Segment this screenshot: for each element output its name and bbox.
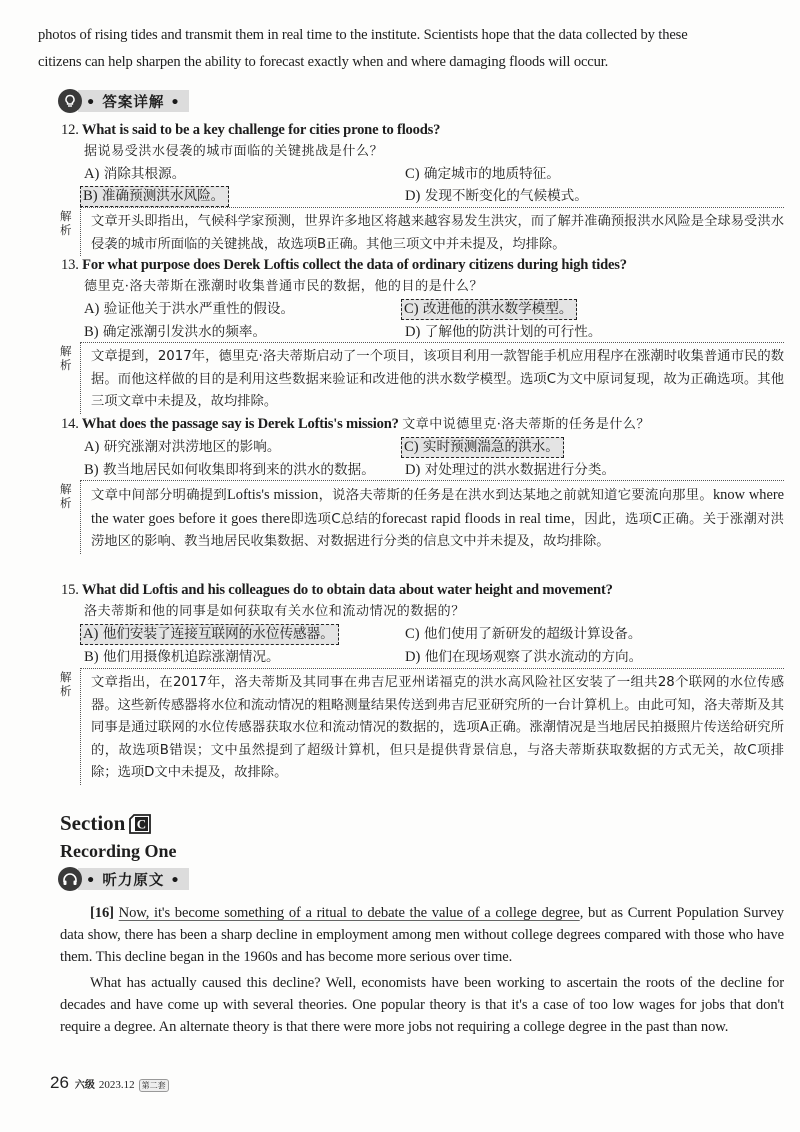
question-12: 12. What is said to be a key challenge for cities prone to floods? [61,122,441,138]
svg-text:C: C [137,816,147,832]
q15-option-a-correct: A) 他们安装了连接互联网的水位传感器。 [80,624,339,645]
set-badge: 第二套 [139,1079,169,1092]
analysis-tag: 解析 [60,482,72,510]
q14-analysis-text: 文章中间部分明确提到Loftis's mission，说洛夫蒂斯的任务是在洪水到达某地之前就知道它要流向那里。know where the water goes before it goes there即选项C总结的forecast rapid floods in real time，因此，选项C正确。关于涨潮对洪涝地区的影响、教当地居民收集数据、对数据进行分类的信息文中并未提及，故均排除。 [80,480,784,554]
q13-option-b: B) 确定涨潮引发洪水的频率。 [84,324,267,340]
question-15: 15. What did Loftis and his colleagues do to obtain data about water height and movement? [61,582,613,598]
q13-option-c-correct: C) 改进他的洪水数学模型。 [401,299,577,320]
transcript-paragraph-1: [16] Now, it's become something of a ritual to debate the value of a college degree, but as Current Population Survey data show, there has been a sharp decline in employment among men without college degrees compared with those who have them. This decline began in the 1960s and has become more serious over time. [60,905,784,965]
page-footer [50,1073,169,1093]
transcript [60,902,784,1038]
section-letter-icon [128,813,150,833]
q12-analysis [60,207,784,255]
question-15-zh: 洛夫蒂斯和他的同事是如何获取有关水位和流动情况的数据的？ [84,604,465,619]
q15-option-c: C) 他们使用了新研发的超级计算设备。 [405,626,642,642]
question-14: 14. What does the passage say is Derek Loftis's mission? 文章中说德里克·洛夫蒂斯的任务是什么？ [61,416,650,432]
q14-option-a: A) 研究涨潮对洪涝地区的影响。 [84,439,281,455]
exam-level: 六级 [74,1080,95,1091]
q14-option-c-correct: C) 实时预测湍急的洪水。 [401,437,564,458]
analysis-tag: 解析 [60,344,72,372]
question-13-zh: 德里克·洛夫蒂斯在涨潮时收集普通市民的数据，他的目的是什么？ [84,279,484,294]
section-heading [60,810,150,836]
exam-date: 2023.12 [98,1079,135,1091]
q14-option-b: B) 教当地居民如何收集即将到来的洪水的数据。 [84,462,375,478]
page-number: 26 [50,1073,69,1092]
q12-option-d: D) 发现不断变化的气候模式。 [405,188,588,204]
intro-line-1: photos of rising tides and transmit them in real time to the institute. Scientists hope that the data collected by these [38,27,688,43]
headphones-icon [58,867,82,891]
q14-analysis [60,480,784,574]
lightbulb-icon [58,89,82,113]
q13-analysis-text: 文章提到，2017年，德里克·洛夫蒂斯启动了一个项目，该项目利用一款智能手机应用程序在涨潮时收集普通市民的数据。而他这样做的目的是利用这些数据来验证和改进他的洪水数学模型。选项C为文中原词复现，故为正确选项。其他三项文章中未提及，故均排除。 [80,342,784,414]
analysis-tag: 解析 [60,209,72,237]
section-title: Section [60,811,126,835]
q13-option-a: A) 验证他关于洪水严重性的假设。 [84,301,295,317]
q12-option-b-correct: B) 准确预测洪水风险。 [80,186,229,207]
q13-analysis [60,342,784,412]
question-13: 13. For what purpose does Derek Loftis collect the data of ordinary citizens during high tides? [61,257,627,273]
listening-header-label: • 听力原文 • [78,868,189,890]
q15-analysis-text: 文章指出，在2017年，洛夫蒂斯及其同事在弗吉尼亚州诺福克的洪水高风险社区安装了一组共28个联网的水位传感器。这些新传感器将水位和流动情况的粗略测量结果传送到弗吉尼亚研究所的一台计算机上。由此可知，洛夫蒂斯及其同事是通过联网的水位传感器获取水位和流动情况的数据的，选项A正确。涨潮情况是当地居民拍摄照片传送给研究所的，故选项B错误；文中虽然提到了超级计算机，但只是提供背景信息，与洛夫蒂斯获取数据的方式无关，故C项排除；选项D文中未提及，故排除。 [80,668,784,785]
q12-option-c: C) 确定城市的地质特征。 [405,166,560,182]
q15-option-d: D) 他们在现场观察了洪水流动的方向。 [405,649,643,665]
q13-option-d: D) 了解他的防洪计划的可行性。 [405,324,602,340]
q15-option-b: B) 他们用摄像机追踪涨潮情况。 [84,649,280,665]
q15-analysis [60,668,784,784]
analysis-tag: 解析 [60,670,72,698]
answer-header-label: • 答案详解 • [78,90,189,112]
question-marker: [16] [90,905,114,921]
intro-line-2: citizens can help sharpen the ability to forecast exactly when and where damaging floods will occur. [38,54,609,70]
listening-section-header [58,866,189,892]
transcript-paragraph-2: What has actually caused this decline? Well, economists have been working to ascertain the roots of the decline for decades and have come up with several theories. One popular theory is that it's a case of too low wages for jobs that don't require a degree. An alternate theory is that there were more jobs not requiring a college degree in the past than now. [60,975,784,1035]
q12-option-a: A) 消除其根源。 [84,166,186,182]
underlined-key-sentence: Now, it's become something of a ritual to debate the value of a college degree [118,905,580,921]
question-12-zh: 据说易受洪水侵袭的城市面临的关键挑战是什么？ [84,144,384,159]
q14-option-d: D) 对处理过的洪水数据进行分类。 [405,462,616,478]
answer-section-header [58,88,189,114]
q12-analysis-text: 文章开头即指出，气候科学家预测，世界许多地区将越来越容易发生洪灾，而了解并准确预报洪水风险是全球易受洪水侵袭的城市所面临的关键挑战，故选项B正确。其他三项文中并未提及，均排除。 [80,207,784,256]
recording-title: Recording One [60,841,177,861]
